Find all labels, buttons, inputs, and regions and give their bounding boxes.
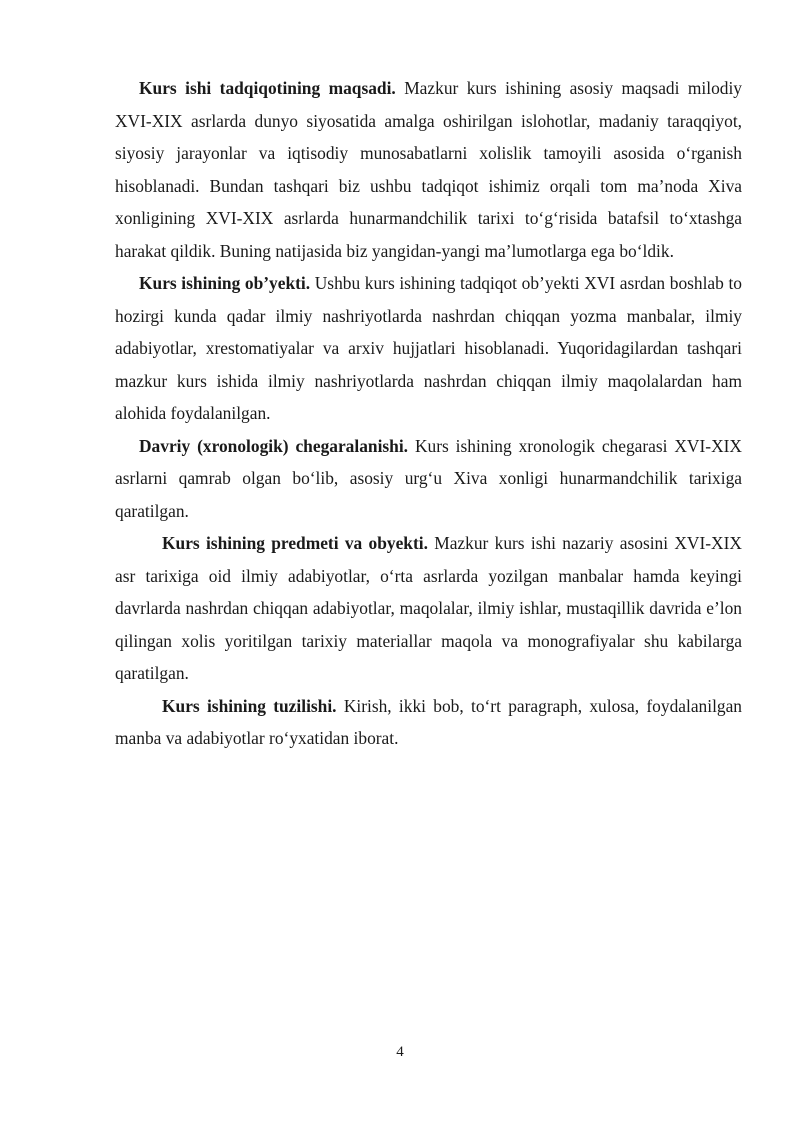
paragraph-text: Ushbu kurs ishining tadqiqot ob’yekti XVI asrdan boshlab to hozirgi kunda qadar ilmiy nashriyotlarda nashrdan chiqqan yozma manbalar, ilmiy adabiyotlar, xrestomatiyalar va arxiv hujjatlari hisoblanadi. Yuqoridagilardan tashqari mazkur kurs ishida ilmiy nashriyotlarda nashrdan chiqqan ilmiy maqolalardan ham alohida foydalanilgan.	[115, 273, 742, 423]
page-number: 4	[396, 1044, 404, 1060]
paragraph-heading: Kurs ishining ob’yekti.	[139, 273, 311, 293]
paragraph-chronology	[115, 430, 742, 528]
paragraph-research-goal	[115, 72, 742, 267]
paragraph-heading: Kurs ishining predmeti va obyekti.	[162, 533, 428, 553]
paragraph-structure	[115, 690, 742, 755]
paragraph-text: Kurs ishining xronologik chegarasi XVI-XIX asrlarni qamrab olgan boʻlib, asosiy urgʻu Xiva xonligi hunarmandchilik tarixiga qaratilgan.	[115, 435, 742, 521]
paragraph-heading: Kurs ishi tadqiqotining maqsadi.	[139, 78, 396, 98]
paragraph-text: Mazkur kurs ishi nazariy asosini XVI-XIX asr tarixiga oid ilmiy adabiyotlar, oʻrta asrlarda yozilgan manbalar hamda keyingi davrlarda nashrdan chiqqan adabiyotlar, maqolalar, ilmiy ishlar, mustaqillik davrida e’lon qilingan xolis yoritilgan tarixiy materiallar maqola va monografiyalar shu kabilarga qaratilgan.	[115, 533, 742, 683]
paragraph-text: Mazkur kurs ishining asosiy maqsadi milodiy XVI-XIX asrlarda dunyo siyosatida amalga oshirilgan islohotlar, madaniy taraqqiyot, siyosiy jarayonlar va iqtisodiy munosabatlarni xolislik tamoyili asosida oʻrganish hisoblanadi. Bundan tashqari biz ushbu tadqiqot ishimiz orqali tom maʼnoda Xiva xonligining XVI-XIX asrlarda hunarmandchilik tarixi toʻgʻrisida batafsil toʻxtashga harakat qildik. Buning natijasida biz yangidan-yangi maʼlumotlarga ega boʻldik.	[115, 78, 742, 261]
paragraph-object	[115, 267, 742, 430]
paragraph-heading: Kurs ishining tuzilishi.	[162, 695, 337, 716]
paragraph-heading: Davriy (xronologik) chegaralanishi.	[139, 435, 409, 456]
document-body	[115, 72, 742, 755]
paragraph-subject	[115, 527, 742, 690]
paragraph-text: Kirish, ikki bob, toʻrt paragraph, xulosa, foydalanilgan manba va adabiyotlar roʻyxatidan iborat.	[115, 695, 743, 748]
